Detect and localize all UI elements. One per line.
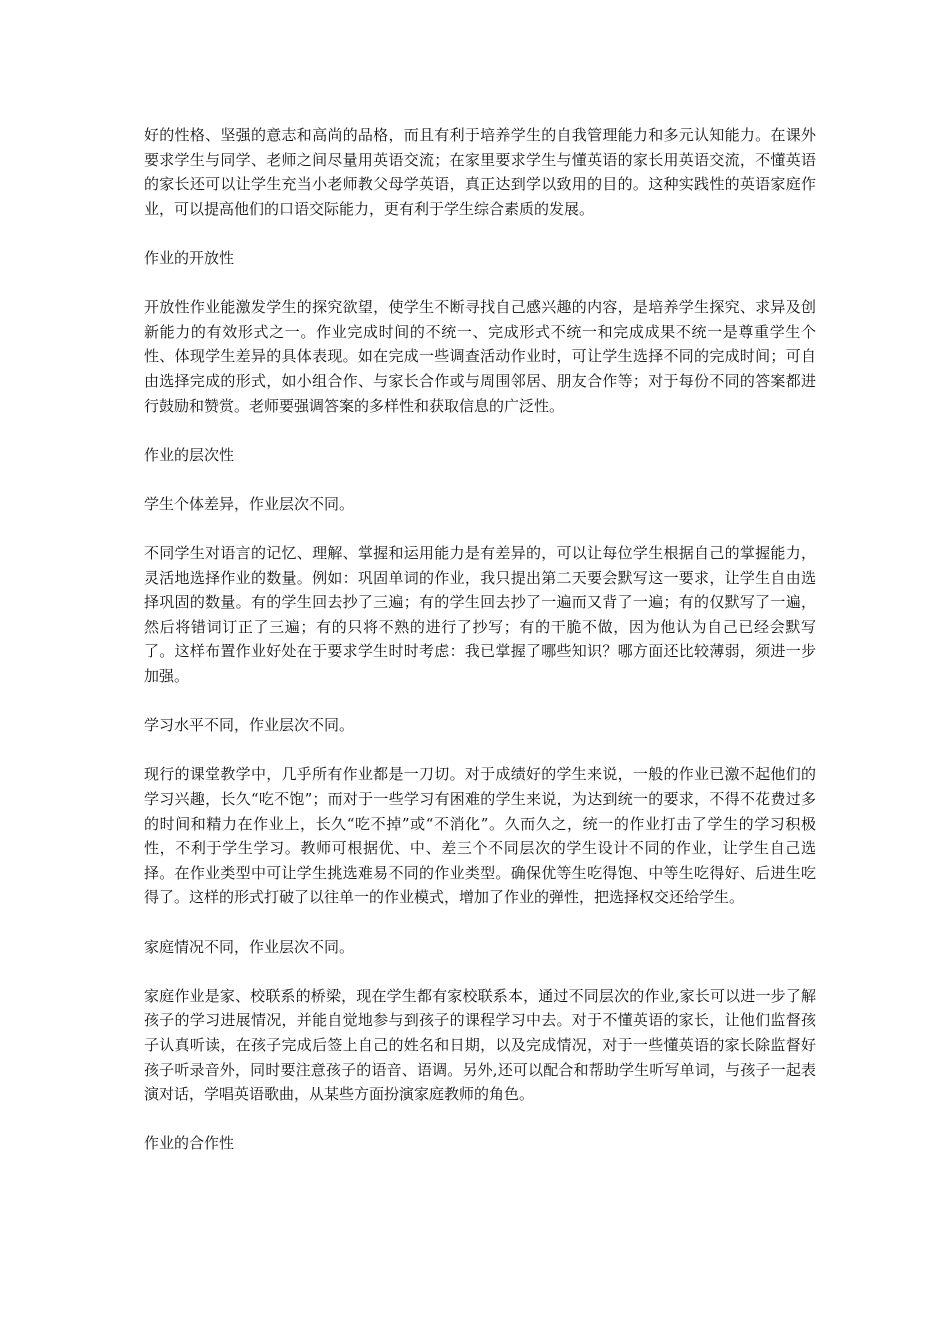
subheading-learning-level: 学习水平不同，作业层次不同。 [144, 716, 355, 735]
paragraph-gap [144, 467, 816, 492]
paragraph-gap [144, 221, 816, 246]
subheading-family-situation: 家庭情况不同，作业层次不同。 [144, 937, 355, 956]
heading-cooperation: 作业的合作性 [144, 1134, 235, 1153]
document-page [144, 123, 816, 1156]
paragraph-gap [144, 271, 816, 296]
paragraph-learning-level: 现行的课堂教学中，几乎所有作业都是一刀切。对于成绩好的学生来说，一般的作业已激不起他们的学习兴趣，长久“吃不饱”；而对于一些学习有困难的学生来说，为达到统一的要求，不得不花费过多的时间和精力在作业上，长久“吃不掉”或“不消化”。久而久之，统一的作业打击了学生的学习积极性，不利于学生学习。教师可根据优、中、差三个不同层次的学生设计不同的作业，让学生自己选择。在作业类型中可让学生挑选难易不同的作业类型。确保优等生吃得饱、中等生吃得好、后进生吃得了。这样的形式打破了以往单一的作业模式，增加了作业的弹性，把选择权交还给学生。 [144, 765, 816, 907]
paragraph-individual-differences: 不同学生对语言的记忆、理解、掌握和运用能力是有差异的，可以让每位学生根据自己的掌握能力，灵活地选择作业的数量。例如：巩固单词的作业，我只提出第二天要会默写这一要求，让学生自由选择巩固的数量。有的学生回去抄了三遍；有的学生回去抄了一遍而又背了一遍；有的仅默写了一遍，然后将错词订正了三遍；有的只将不熟的进行了抄写；有的干脆不做，因为他认为自己已经会默写了。这样布置作业好处在于要求学生时时考虑：我已掌握了哪些知识？哪方面还比较薄弱，须进一步加强。 [144, 544, 816, 686]
heading-levels: 作业的层次性 [144, 445, 235, 464]
paragraph-family-situation: 家庭作业是家、校联系的桥梁，现在学生都有家校联系本，通过不同层次的作业,家长可以进一步了解孩子的学习进展情况，并能自觉地参与到孩子的课程学习中去。对于不懂英语的家长，让他们监督孩子认真听读，在孩子完成后签上自己的姓名和日期，以及完成情况，对于一些懂英语的家长除监督好孩子听录音外，同时要注意孩子的语音、语调。另外,还可以配合和帮助学生听写单词，与孩子一起表演对话，学唱英语歌曲，从某些方面扮演家庭教师的角色。 [144, 986, 816, 1104]
paragraph-gap [144, 959, 816, 984]
paragraph-homework-practice: 好的性格、坚强的意志和高尚的品格，而且有利于培养学生的自我管理能力和多元认知能力。在课外要求学生与同学、老师之间尽量用英语交流；在家里要求学生与懂英语的家长用英语交流，不懂英语的家长还可以让学生充当小老师教父母学英语，真正达到学以致用的目的。这种实践性的英语家庭作业，可以提高他们的口语交际能力，更有利于学生综合素质的发展。 [144, 126, 816, 218]
paragraph-openness: 开放性作业能激发学生的探究欲望，使学生不断寻找自己感兴趣的内容，是培养学生探究、求异及创新能力的有效形式之一。作业完成时间的不统一、完成形式不统一和完成成果不统一是尊重学生个性、体现学生差异的具体表现。如在完成一些调查活动作业时，可让学生选择不同的完成时间；可自由选择完成的形式，如小组合作、与家长合作或与周围邻居、朋友合作等；对于每份不同的答案都进行鼓励和赞赏。老师要强调答案的多样性和获取信息的广泛性。 [144, 298, 816, 415]
paragraph-gap [144, 910, 816, 935]
paragraph-gap [144, 738, 816, 763]
paragraph-gap [144, 1107, 816, 1132]
heading-openness: 作业的开放性 [144, 248, 235, 267]
subheading-individual-differences: 学生个体差异，作业层次不同。 [144, 494, 355, 513]
paragraph-gap [144, 517, 816, 542]
paragraph-gap [144, 689, 816, 714]
paragraph-gap [144, 418, 816, 443]
